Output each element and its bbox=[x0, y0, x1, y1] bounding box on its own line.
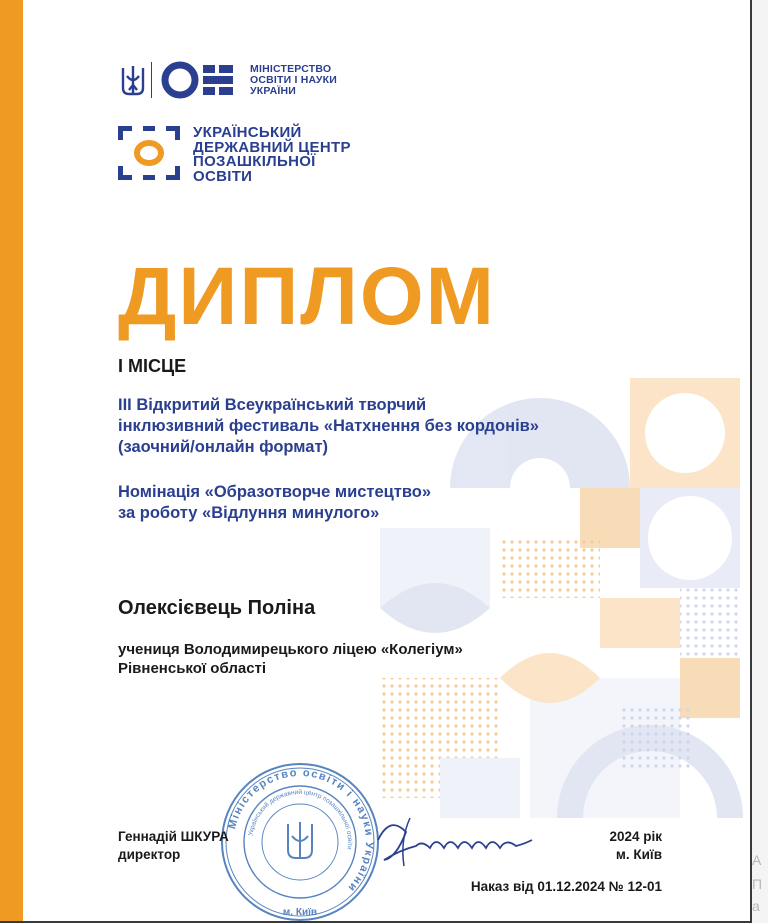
ministry-name bbox=[250, 64, 337, 97]
seal-inner-text: Український державний центр позашкільної освіти bbox=[247, 788, 354, 851]
handwritten-signature bbox=[370, 810, 540, 880]
trident-icon bbox=[120, 64, 146, 98]
centre-line-3: ПОЗАШКІЛЬНОЇ bbox=[193, 153, 316, 170]
festival-line-3: (заочний/онлайн формат) bbox=[118, 438, 329, 456]
centre-name bbox=[193, 126, 351, 184]
official-seal bbox=[210, 760, 390, 923]
order-number: Наказ від 01.12.2024 № 12-01 bbox=[470, 879, 662, 894]
school-info bbox=[118, 640, 463, 678]
festival-line-1: ІІІ Відкритий Всеукраїнський творчий bbox=[118, 396, 427, 414]
centre-frame-icon bbox=[118, 126, 180, 180]
school-line-2: Рівненської області bbox=[118, 660, 267, 677]
nomination-line-1: Номінація «Образотворче мистецтво» bbox=[118, 483, 432, 501]
ministry-o-icon bbox=[161, 61, 239, 99]
festival-line-2: інклюзивний фестиваль «Натхнення без кордонів» bbox=[118, 417, 539, 435]
ministry-line-3: УКРАЇНИ bbox=[250, 85, 297, 97]
place-label: І МІСЦЕ bbox=[118, 356, 187, 376]
signer-name: Геннадій ШКУРА bbox=[118, 829, 229, 844]
recipient-name: Олексієвець Поліна bbox=[118, 597, 316, 619]
issue-year: 2024 рік bbox=[609, 829, 662, 844]
diploma-title: ДИПЛОМ bbox=[118, 251, 496, 342]
page-edge bbox=[752, 0, 768, 923]
centre-line-4: ОСВІТИ bbox=[193, 167, 253, 185]
edge-ghost-1: А bbox=[752, 852, 762, 868]
logo-divider bbox=[151, 62, 152, 98]
edge-ghost-2: П bbox=[752, 876, 763, 892]
nomination-line-2: за роботу «Відлуння минулого» bbox=[118, 504, 380, 522]
seal-outer-text: Міністерство освіти і науки України bbox=[226, 766, 376, 895]
centre-line-1: УКРАЇНСЬКИЙ bbox=[193, 124, 302, 141]
ministry-line-1: МІНІСТЕРСТВО bbox=[250, 63, 332, 75]
signer-role: директор bbox=[118, 847, 181, 862]
school-line-1: учениця Володимирецького ліцею «Колегіум» bbox=[118, 641, 463, 658]
edge-ghost-3: а bbox=[752, 898, 760, 914]
accent-stripe bbox=[0, 0, 23, 923]
nomination-block bbox=[118, 482, 431, 524]
issue-city: м. Київ bbox=[615, 847, 662, 862]
ministry-line-2: ОСВІТИ І НАУКИ bbox=[250, 74, 338, 86]
seal-city: м. Київ bbox=[282, 907, 318, 918]
festival-description bbox=[118, 395, 539, 458]
centre-line-2: ДЕРЖАВНИЙ ЦЕНТР bbox=[193, 138, 351, 156]
